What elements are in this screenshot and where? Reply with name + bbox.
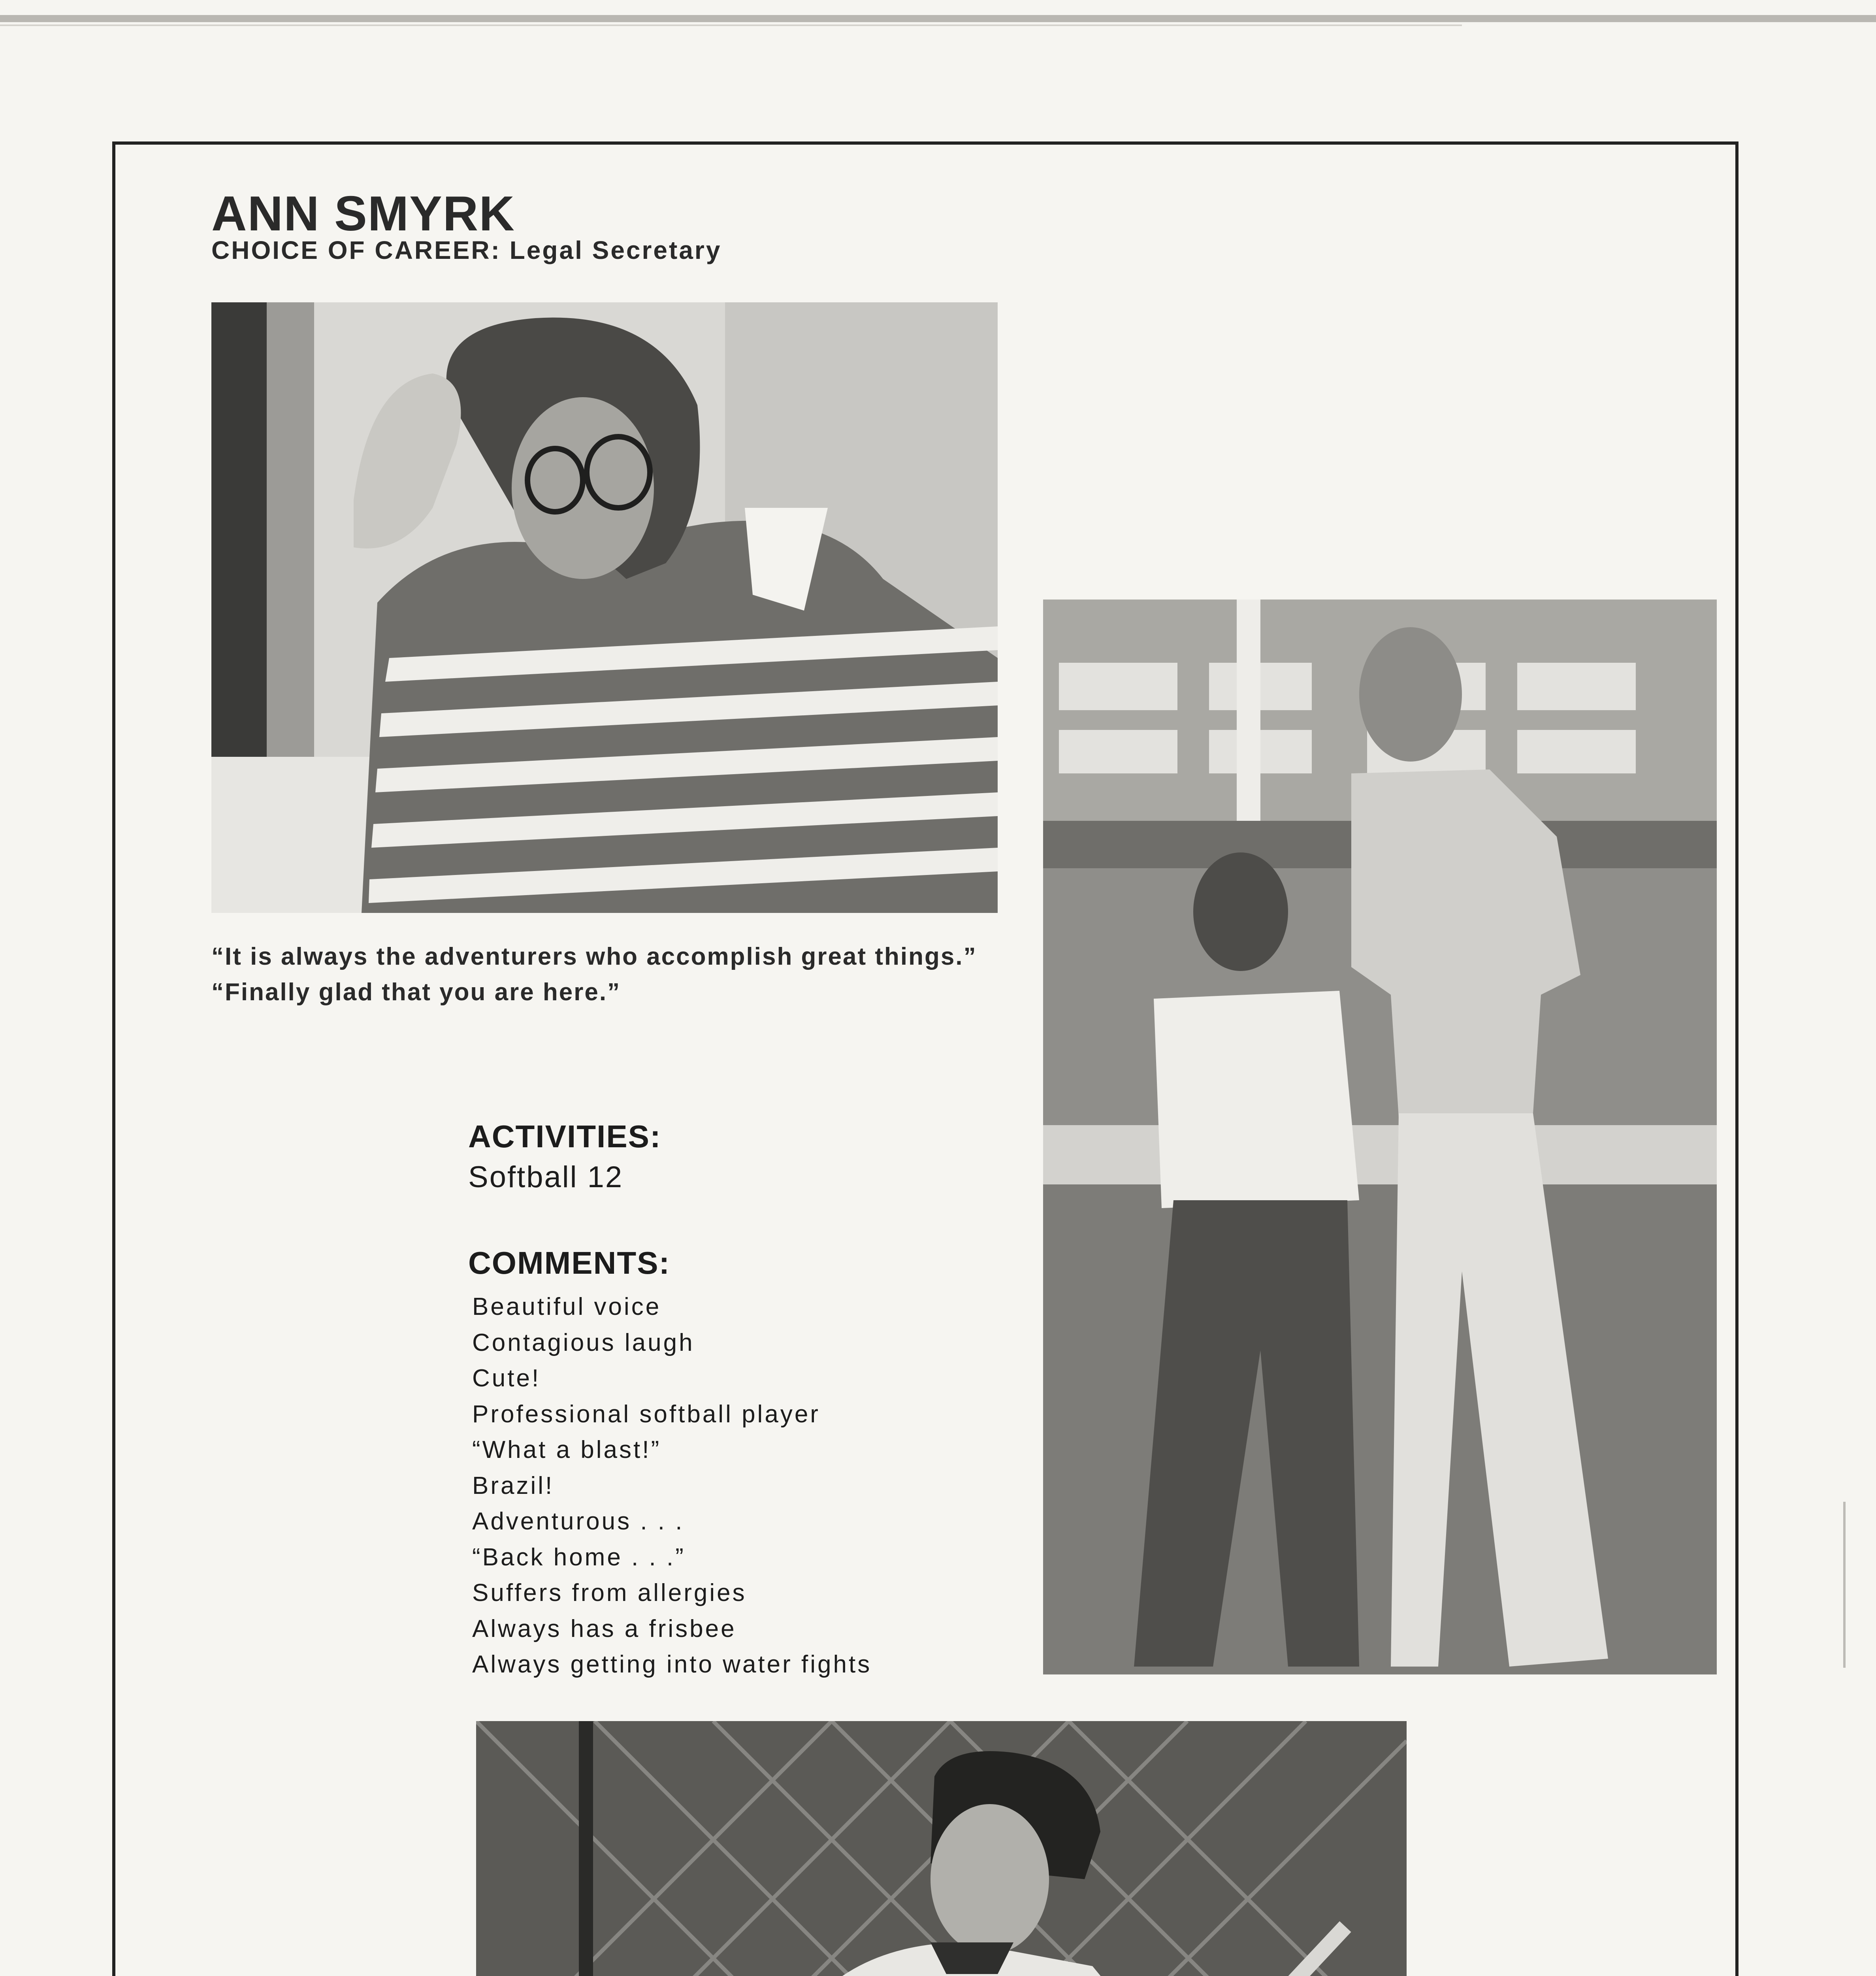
comments-list [472,1289,872,1683]
quote-line: “It is always the adventurers who accomplish great things.” [211,943,977,970]
comment-item: “Back home . . .” [472,1543,686,1571]
comment-item: Professional softball player [472,1400,820,1428]
comment-item: Adventurous . . . [472,1508,684,1535]
comment-item: Always has a frisbee [472,1615,736,1642]
softball-photo [476,1721,1407,1976]
quote-line: “Finally glad that you are here.” [211,979,621,1006]
comment-item: Always getting into water fights [472,1651,872,1678]
student-name: ANN SMYRK [211,187,515,241]
comment-item: Cute! [472,1365,541,1392]
activities-heading: ACTIVITIES: [468,1119,661,1154]
career-line: CHOICE OF CAREER: Legal Secretary [211,236,722,264]
comment-item: Beautiful voice [472,1293,661,1320]
comment-item: Contagious laugh [472,1329,695,1356]
scan-edge-rule-thin [0,25,1462,26]
comments-heading: COMMENTS: [468,1245,671,1280]
portrait-photo [211,302,998,913]
scan-edge-mark [1843,1502,1846,1668]
activity-item: Softball 12 [468,1160,623,1194]
comment-item: Brazil! [472,1472,554,1499]
comment-item: “What a blast!” [472,1436,661,1463]
comment-item: Suffers from allergies [472,1579,747,1606]
scan-edge-rule [0,15,1876,22]
couple-photo [1043,600,1717,1674]
